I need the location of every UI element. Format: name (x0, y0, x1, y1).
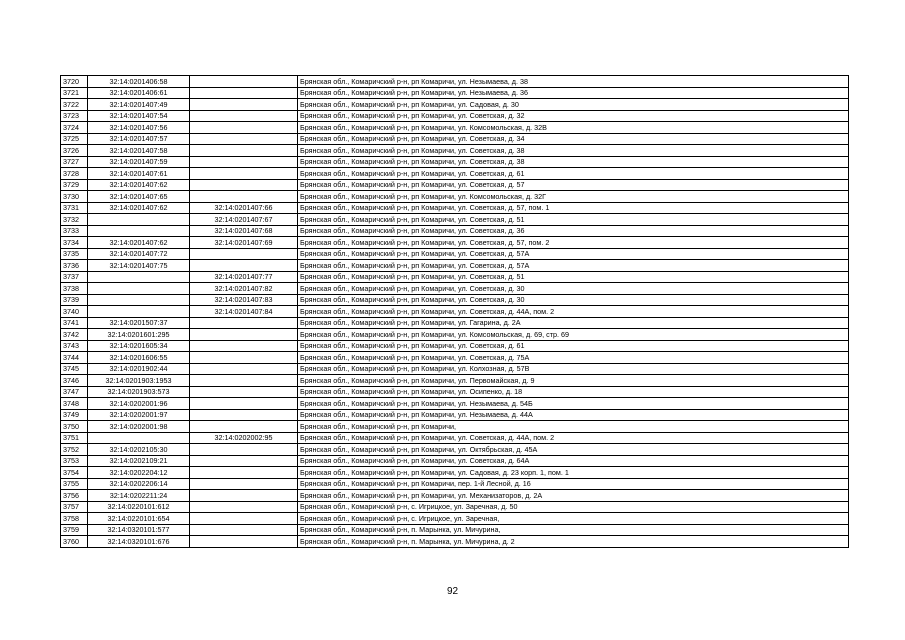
new-cadastral-number-cell (190, 375, 298, 387)
address-cell: Брянская обл., Комаричский р-н, рп Комаричи, ул. Садовая, д. 30 (298, 99, 849, 111)
row-number-cell: 3726 (61, 145, 88, 157)
table-row (61, 432, 849, 444)
new-cadastral-number-cell (190, 398, 298, 410)
new-cadastral-number-cell (190, 110, 298, 122)
row-number-cell: 3727 (61, 156, 88, 168)
row-number-cell: 3753 (61, 455, 88, 467)
new-cadastral-number-cell (190, 329, 298, 341)
new-cadastral-number-cell (190, 76, 298, 88)
table-row (61, 145, 849, 157)
address-cell: Брянская обл., Комаричский р-н, рп Комаричи, ул. Советская, д. 57, пом. 2 (298, 237, 849, 249)
table-row (61, 306, 849, 318)
table-row (61, 179, 849, 191)
cadastral-number-cell (88, 306, 190, 318)
address-cell: Брянская обл., Комаричский р-н, рп Комаричи, ул. Советская, д. 44А, пом. 2 (298, 432, 849, 444)
address-cell: Брянская обл., Комаричский р-н, с. Игрицкое, ул. Заречная, (298, 513, 849, 525)
table-row (61, 110, 849, 122)
table-row (61, 501, 849, 513)
table-row (61, 191, 849, 203)
row-number-cell: 3759 (61, 524, 88, 536)
address-cell: Брянская обл., Комаричский р-н, рп Комаричи, ул. Комсомольская, д. 69, стр. 69 (298, 329, 849, 341)
new-cadastral-number-cell: 32:14:0201407:66 (190, 202, 298, 214)
property-table (60, 75, 849, 548)
table-row (61, 260, 849, 272)
cadastral-number-cell: 32:14:0201406:58 (88, 76, 190, 88)
cadastral-number-cell: 32:14:0202109:21 (88, 455, 190, 467)
table-row (61, 271, 849, 283)
cadastral-number-cell: 32:14:0201407:49 (88, 99, 190, 111)
cadastral-number-cell: 32:14:0220101:612 (88, 501, 190, 513)
table-row (61, 225, 849, 237)
cadastral-number-cell: 32:14:0201903:1953 (88, 375, 190, 387)
table-row (61, 133, 849, 145)
address-cell: Брянская обл., Комаричский р-н, рп Комаричи, ул. Советская, д. 36 (298, 225, 849, 237)
table-row (61, 168, 849, 180)
address-cell: Брянская обл., Комаричский р-н, рп Комаричи, ул. Советская, д. 57А (298, 248, 849, 260)
row-number-cell: 3732 (61, 214, 88, 226)
address-cell: Брянская обл., Комаричский р-н, рп Комаричи, ул. Советская, д. 57 (298, 179, 849, 191)
address-cell: Брянская обл., Комаричский р-н, рп Комаричи, ул. Первомайская, д. 9 (298, 375, 849, 387)
cadastral-number-cell: 32:14:0202211:24 (88, 490, 190, 502)
cadastral-number-cell: 32:14:0201902:44 (88, 363, 190, 375)
new-cadastral-number-cell (190, 145, 298, 157)
new-cadastral-number-cell (190, 248, 298, 260)
address-cell: Брянская обл., Комаричский р-н, рп Комаричи, ул. Октябрьская, д. 45А (298, 444, 849, 456)
table-row (61, 536, 849, 548)
cadastral-number-cell: 32:14:0201601:295 (88, 329, 190, 341)
address-cell: Брянская обл., Комаричский р-н, рп Комаричи, ул. Незымаева, д. 36 (298, 87, 849, 99)
address-cell: Брянская обл., Комаричский р-н, п. Марынка, ул. Мичурина, (298, 524, 849, 536)
address-cell: Брянская обл., Комаричский р-н, рп Комаричи, ул. Советская, д. 51 (298, 214, 849, 226)
new-cadastral-number-cell: 32:14:0201407:69 (190, 237, 298, 249)
address-cell: Брянская обл., Комаричский р-н, рп Комаричи, ул. Советская, д. 30 (298, 294, 849, 306)
row-number-cell: 3722 (61, 99, 88, 111)
address-cell: Брянская обл., Комаричский р-н, рп Комаричи, ул. Механизаторов, д. 2А (298, 490, 849, 502)
address-cell: Брянская обл., Комаричский р-н, рп Комаричи, ул. Осипенко, д. 18 (298, 386, 849, 398)
address-cell: Брянская обл., Комаричский р-н, рп Комаричи, ул. Комсомольская, д. 32Г (298, 191, 849, 203)
row-number-cell: 3743 (61, 340, 88, 352)
row-number-cell: 3756 (61, 490, 88, 502)
cadastral-number-cell: 32:14:0220101:654 (88, 513, 190, 525)
cadastral-number-cell: 32:14:0201406:61 (88, 87, 190, 99)
row-number-cell: 3754 (61, 467, 88, 479)
row-number-cell: 3737 (61, 271, 88, 283)
table-row (61, 329, 849, 341)
table-row (61, 202, 849, 214)
table-row (61, 214, 849, 226)
table-row (61, 409, 849, 421)
table-row (61, 352, 849, 364)
row-number-cell: 3738 (61, 283, 88, 295)
cadastral-number-cell (88, 271, 190, 283)
table-row (61, 386, 849, 398)
row-number-cell: 3758 (61, 513, 88, 525)
new-cadastral-number-cell: 32:14:0201407:67 (190, 214, 298, 226)
new-cadastral-number-cell (190, 455, 298, 467)
address-cell: Брянская обл., Комаричский р-н, рп Комаричи, пер. 1-й Лесной, д. 16 (298, 478, 849, 490)
address-cell: Брянская обл., Комаричский р-н, рп Комаричи, ул. Советская, д. 30 (298, 283, 849, 295)
property-table-body (61, 76, 849, 548)
cadastral-number-cell: 32:14:0201407:61 (88, 168, 190, 180)
address-cell: Брянская обл., Комаричский р-н, рп Комаричи, ул. Незымаева, д. 44А (298, 409, 849, 421)
new-cadastral-number-cell (190, 191, 298, 203)
new-cadastral-number-cell: 32:14:0201407:84 (190, 306, 298, 318)
row-number-cell: 3742 (61, 329, 88, 341)
cadastral-number-cell: 32:14:0201605:34 (88, 340, 190, 352)
row-number-cell: 3751 (61, 432, 88, 444)
new-cadastral-number-cell (190, 317, 298, 329)
new-cadastral-number-cell (190, 421, 298, 433)
address-cell: Брянская обл., Комаричский р-н, рп Комаричи, ул. Садовая, д. 23 корп. 1, пом. 1 (298, 467, 849, 479)
table-row (61, 294, 849, 306)
row-number-cell: 3734 (61, 237, 88, 249)
row-number-cell: 3744 (61, 352, 88, 364)
new-cadastral-number-cell (190, 99, 298, 111)
row-number-cell: 3733 (61, 225, 88, 237)
cadastral-number-cell: 32:14:0202105:30 (88, 444, 190, 456)
address-cell: Брянская обл., Комаричский р-н, рп Комаричи, ул. Советская, д. 32 (298, 110, 849, 122)
new-cadastral-number-cell (190, 260, 298, 272)
new-cadastral-number-cell (190, 513, 298, 525)
row-number-cell: 3736 (61, 260, 88, 272)
row-number-cell: 3729 (61, 179, 88, 191)
address-cell: Брянская обл., Комаричский р-н, рп Комаричи, ул. Советская, д. 34 (298, 133, 849, 145)
address-cell: Брянская обл., Комаричский р-н, рп Комаричи, (298, 421, 849, 433)
address-cell: Брянская обл., Комаричский р-н, рп Комаричи, ул. Незымаева, д. 38 (298, 76, 849, 88)
table-row (61, 122, 849, 134)
row-number-cell: 3741 (61, 317, 88, 329)
new-cadastral-number-cell (190, 490, 298, 502)
row-number-cell: 3760 (61, 536, 88, 548)
address-cell: Брянская обл., Комаричский р-н, п. Марынка, ул. Мичурина, д. 2 (298, 536, 849, 548)
address-cell: Брянская обл., Комаричский р-н, рп Комаричи, ул. Советская, д. 75А (298, 352, 849, 364)
row-number-cell: 3731 (61, 202, 88, 214)
table-row (61, 363, 849, 375)
new-cadastral-number-cell (190, 536, 298, 548)
row-number-cell: 3720 (61, 76, 88, 88)
cadastral-number-cell: 32:14:0201407:62 (88, 237, 190, 249)
cadastral-number-cell: 32:14:0202001:98 (88, 421, 190, 433)
new-cadastral-number-cell (190, 156, 298, 168)
address-cell: Брянская обл., Комаричский р-н, рп Комаричи, ул. Советская, д. 44А, пом. 2 (298, 306, 849, 318)
new-cadastral-number-cell (190, 122, 298, 134)
cadastral-number-cell (88, 214, 190, 226)
address-cell: Брянская обл., Комаричский р-н, рп Комаричи, ул. Советская, д. 38 (298, 156, 849, 168)
new-cadastral-number-cell (190, 340, 298, 352)
address-cell: Брянская обл., Комаричский р-н, рп Комаричи, ул. Советская, д. 61 (298, 168, 849, 180)
address-cell: Брянская обл., Комаричский р-н, рп Комаричи, ул. Комсомольская, д. 32В (298, 122, 849, 134)
address-cell: Брянская обл., Комаричский р-н, рп Комаричи, ул. Советская, д. 61 (298, 340, 849, 352)
new-cadastral-number-cell (190, 352, 298, 364)
new-cadastral-number-cell (190, 444, 298, 456)
cadastral-number-cell: 32:14:0320101:577 (88, 524, 190, 536)
row-number-cell: 3740 (61, 306, 88, 318)
row-number-cell: 3746 (61, 375, 88, 387)
cadastral-number-cell: 32:14:0201407:62 (88, 179, 190, 191)
cadastral-number-cell: 32:14:0201407:72 (88, 248, 190, 260)
table-row (61, 490, 849, 502)
row-number-cell: 3745 (61, 363, 88, 375)
table-row (61, 99, 849, 111)
table-row (61, 444, 849, 456)
table-row (61, 467, 849, 479)
row-number-cell: 3735 (61, 248, 88, 260)
new-cadastral-number-cell (190, 363, 298, 375)
new-cadastral-number-cell (190, 133, 298, 145)
table-row (61, 317, 849, 329)
cadastral-number-cell: 32:14:0201407:57 (88, 133, 190, 145)
table-row (61, 87, 849, 99)
address-cell: Брянская обл., Комаричский р-н, с. Игрицкое, ул. Заречная, д. 50 (298, 501, 849, 513)
table-row (61, 248, 849, 260)
page-number: 92 (446, 586, 459, 597)
new-cadastral-number-cell: 32:14:0202002:95 (190, 432, 298, 444)
new-cadastral-number-cell: 32:14:0201407:83 (190, 294, 298, 306)
row-number-cell: 3752 (61, 444, 88, 456)
new-cadastral-number-cell (190, 168, 298, 180)
row-number-cell: 3721 (61, 87, 88, 99)
table-row (61, 375, 849, 387)
cadastral-number-cell: 32:14:0201903:573 (88, 386, 190, 398)
cadastral-number-cell (88, 432, 190, 444)
table-row (61, 156, 849, 168)
table-row (61, 340, 849, 352)
table-row (61, 398, 849, 410)
new-cadastral-number-cell: 32:14:0201407:77 (190, 271, 298, 283)
table-row (61, 455, 849, 467)
new-cadastral-number-cell (190, 409, 298, 421)
cadastral-number-cell: 32:14:0201606:55 (88, 352, 190, 364)
table-row (61, 513, 849, 525)
cadastral-number-cell (88, 225, 190, 237)
new-cadastral-number-cell (190, 386, 298, 398)
new-cadastral-number-cell (190, 478, 298, 490)
row-number-cell: 3748 (61, 398, 88, 410)
cadastral-number-cell: 32:14:0202204:12 (88, 467, 190, 479)
table-row (61, 524, 849, 536)
cadastral-number-cell: 32:14:0320101:676 (88, 536, 190, 548)
row-number-cell: 3724 (61, 122, 88, 134)
new-cadastral-number-cell (190, 179, 298, 191)
address-cell: Брянская обл., Комаричский р-н, рп Комаричи, ул. Советская, д. 64А (298, 455, 849, 467)
table-row (61, 421, 849, 433)
address-cell: Брянская обл., Комаричский р-н, рп Комаричи, ул. Советская, д. 57А (298, 260, 849, 272)
cadastral-number-cell: 32:14:0202206:14 (88, 478, 190, 490)
cadastral-number-cell: 32:14:0201407:58 (88, 145, 190, 157)
cadastral-number-cell: 32:14:0201407:62 (88, 202, 190, 214)
cadastral-number-cell: 32:14:0201407:54 (88, 110, 190, 122)
new-cadastral-number-cell: 32:14:0201407:68 (190, 225, 298, 237)
row-number-cell: 3725 (61, 133, 88, 145)
row-number-cell: 3728 (61, 168, 88, 180)
row-number-cell: 3747 (61, 386, 88, 398)
row-number-cell: 3723 (61, 110, 88, 122)
table-row (61, 478, 849, 490)
address-cell: Брянская обл., Комаричский р-н, рп Комаричи, ул. Гагарина, д. 2А (298, 317, 849, 329)
row-number-cell: 3757 (61, 501, 88, 513)
address-cell: Брянская обл., Комаричский р-н, рп Комаричи, ул. Незымаева, д. 54Б (298, 398, 849, 410)
address-cell: Брянская обл., Комаричский р-н, рп Комаричи, ул. Советская, д. 51 (298, 271, 849, 283)
cadastral-number-cell: 32:14:0201407:59 (88, 156, 190, 168)
row-number-cell: 3739 (61, 294, 88, 306)
new-cadastral-number-cell: 32:14:0201407:82 (190, 283, 298, 295)
new-cadastral-number-cell (190, 524, 298, 536)
new-cadastral-number-cell (190, 467, 298, 479)
address-cell: Брянская обл., Комаричский р-н, рп Комаричи, ул. Советская, д. 57, пом. 1 (298, 202, 849, 214)
row-number-cell: 3749 (61, 409, 88, 421)
row-number-cell: 3750 (61, 421, 88, 433)
cadastral-number-cell: 32:14:0202001:96 (88, 398, 190, 410)
address-cell: Брянская обл., Комаричский р-н, рп Комаричи, ул. Колхозная, д. 57В (298, 363, 849, 375)
new-cadastral-number-cell (190, 501, 298, 513)
row-number-cell: 3755 (61, 478, 88, 490)
row-number-cell: 3730 (61, 191, 88, 203)
cadastral-number-cell: 32:14:0201407:75 (88, 260, 190, 272)
cadastral-number-cell: 32:14:0202001:97 (88, 409, 190, 421)
table-row (61, 76, 849, 88)
cadastral-number-cell (88, 294, 190, 306)
cadastral-number-cell: 32:14:0201407:56 (88, 122, 190, 134)
table-row (61, 283, 849, 295)
cadastral-number-cell (88, 283, 190, 295)
table-row (61, 237, 849, 249)
address-cell: Брянская обл., Комаричский р-н, рп Комаричи, ул. Советская, д. 38 (298, 145, 849, 157)
new-cadastral-number-cell (190, 87, 298, 99)
cadastral-number-cell: 32:14:0201507:37 (88, 317, 190, 329)
cadastral-number-cell: 32:14:0201407:65 (88, 191, 190, 203)
